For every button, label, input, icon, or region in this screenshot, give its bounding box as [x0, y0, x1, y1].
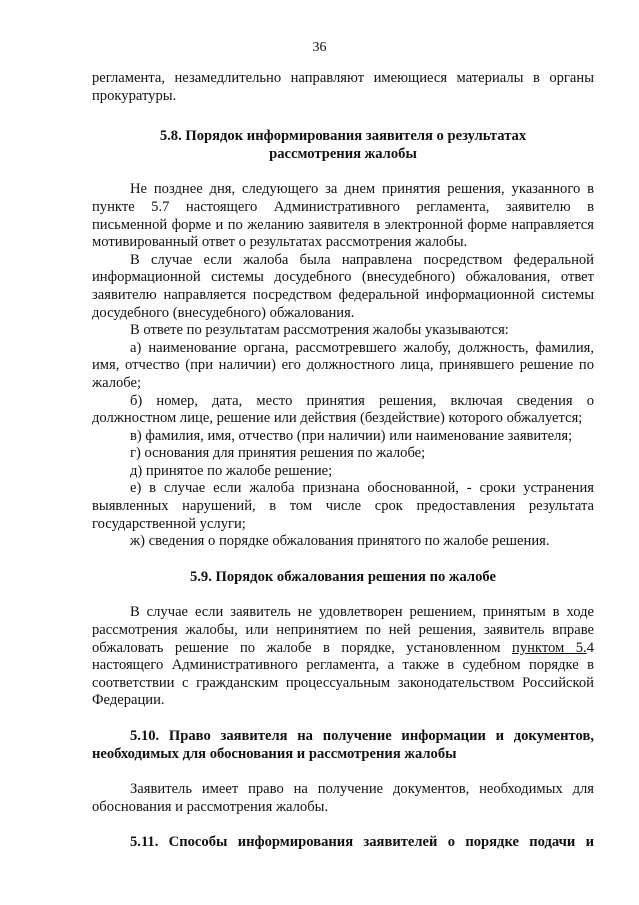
page-number: 36	[312, 40, 327, 55]
paragraph-text: В случае если заявитель не удовлетворен решением, принятым в ходе рассмотрения жалобы, или непринятием по ней решения, заявитель вправе обжаловать решение по жалобе в порядке, установленном	[92, 604, 594, 656]
list-item: а) наименование органа, рассмотревшего жалобу, должность, фамилия, имя, отчество (при наличии) его должностного лица, принявшего решение по жалобе;	[92, 339, 594, 391]
list-item: д) принятое по жалобе решение;	[130, 462, 333, 479]
list-item: е) в случае если жалоба признана обоснованной, - сроки устранения выявленных нарушений, в том числе срок предоставления результата государственной услуги;	[92, 480, 594, 532]
list-item: г) основания для принятия решения по жалобе;	[130, 445, 426, 462]
section-heading-5-9: 5.9. Порядок обжалования решения по жалобе	[189, 568, 496, 585]
paragraph-text: 4 настоящего Административного регламента, а также в судебном порядке в соответствии с гражданским процессуальным законодательством Российской Федерации.	[92, 639, 594, 709]
section-heading-5-8: 5.8. Порядок информирования заявителя о результатах рассмотрения жалобы	[159, 128, 527, 162]
document-body	[92, 70, 594, 852]
clause-reference-link[interactable]: пунктом 5.	[512, 639, 587, 656]
list-item: в) фамилия, имя, отчество (при наличии) или наименование заявителя;	[130, 427, 573, 444]
paragraph	[92, 604, 594, 710]
paragraph: Заявитель имеет право на получение документов, необходимых для обоснования и рассмотрения жалобы.	[92, 781, 594, 815]
paragraph-continuation: регламента, незамедлительно направляют имеющиеся материалы в органы прокуратуры.	[92, 70, 594, 104]
section-heading-5-10: 5.10. Право заявителя на получение информации и документов, необходимых для обоснования и рассмотрения жалобы	[92, 728, 594, 762]
list-item: ж) сведения о порядке обжалования принятого по жалобе решения.	[130, 533, 550, 550]
paragraph: В случае если жалоба была направлена посредством федеральной информационной системы досудебного (внесудебного) обжалования, ответ заявителю направляется посредством федеральной информационной системы досудебного (внесудебного) обжалования.	[92, 251, 594, 321]
section-heading-5-11: 5.11. Способы информирования заявителей о порядке подачи и	[130, 834, 594, 851]
list-item: б) номер, дата, место принятия решения, включая сведения о должностном лице, решение или действия (бездействие) которого обжалуется;	[92, 392, 594, 427]
paragraph: Не позднее дня, следующего за днем принятия решения, указанного в пункте 5.7 настоящего Административного регламента, заявителю в письменной форме и по желанию заявителя в электронной форме направляется мотивированный ответ о результатах рассмотрения жалобы.	[92, 181, 594, 251]
paragraph: В ответе по результатам рассмотрения жалобы указываются:	[130, 322, 509, 339]
